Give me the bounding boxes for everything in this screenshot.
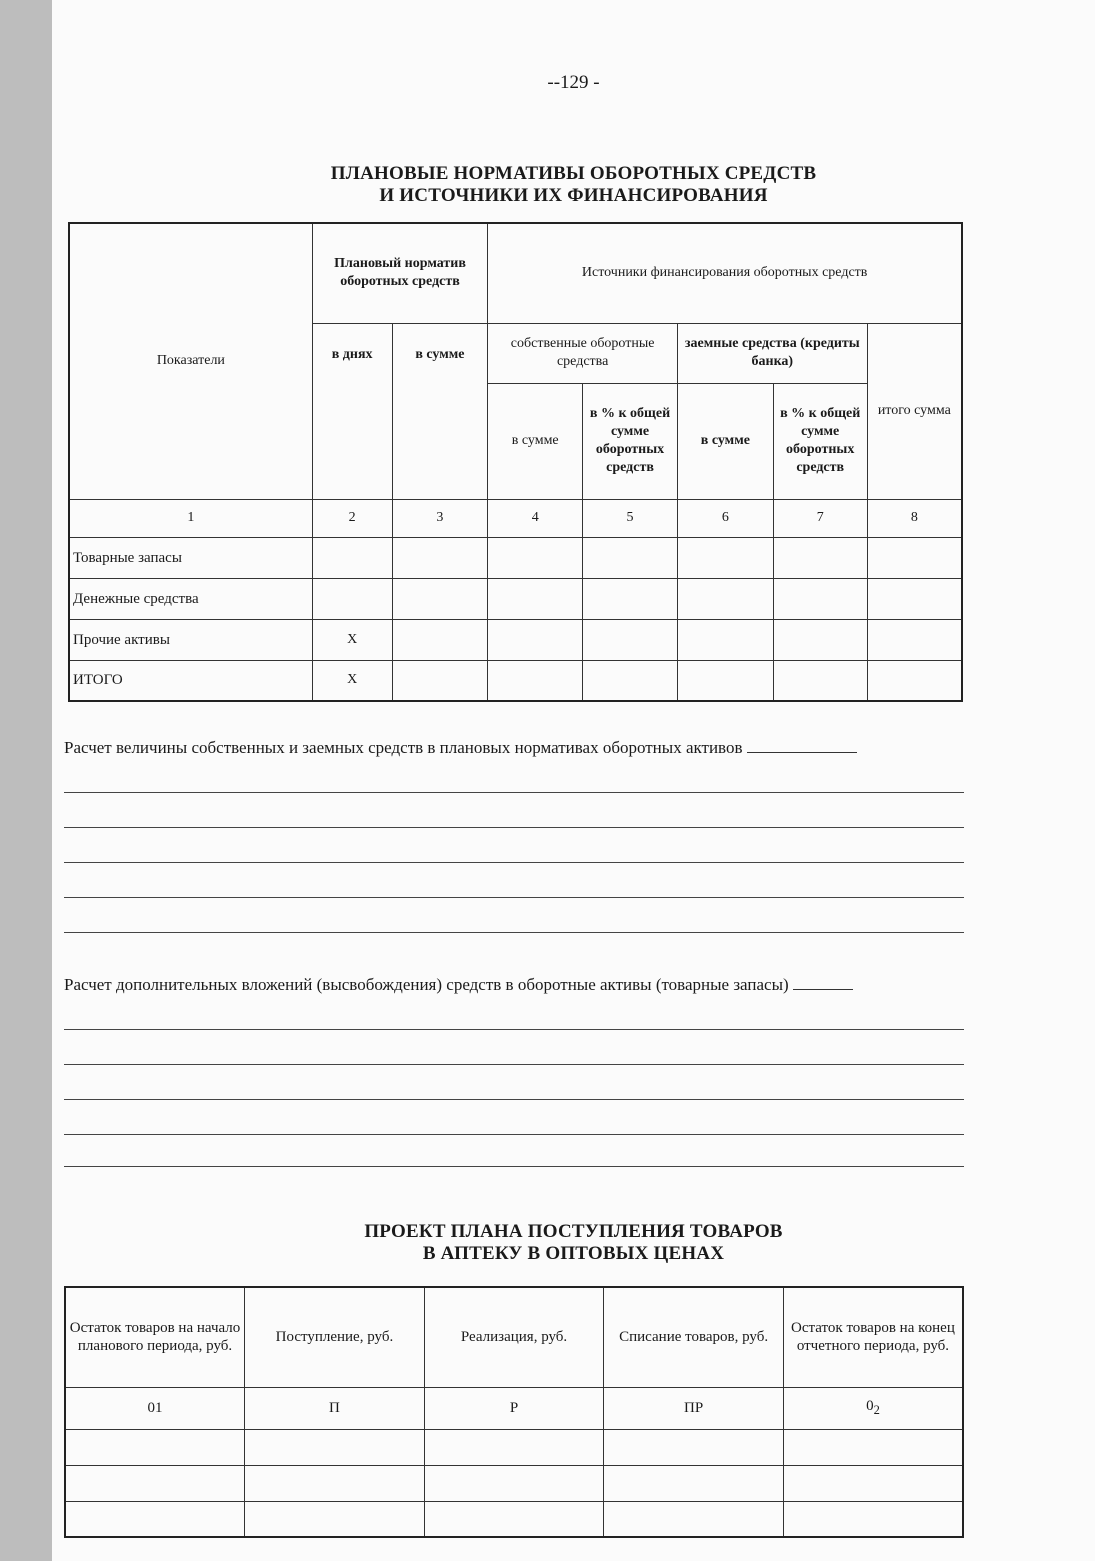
table-cell: [245, 1501, 425, 1537]
code-subscript: 2: [873, 1403, 880, 1417]
column-number: 8: [867, 499, 962, 537]
table-cell: [677, 537, 773, 578]
table-cell: [867, 578, 962, 619]
table-cell: [583, 660, 678, 701]
cell-days: [312, 578, 392, 619]
header-indicators: Показатели: [69, 223, 312, 499]
table-cell: [392, 660, 488, 701]
table-cell: [245, 1465, 425, 1501]
table-cell: [867, 537, 962, 578]
header-days: в днях: [312, 323, 392, 499]
header-opening-balance: Остаток товаров на начало планового периода, руб.: [65, 1287, 245, 1387]
column-number: 1: [69, 499, 312, 537]
header-own-sum: в сумме: [488, 383, 583, 499]
table-cell: [488, 578, 583, 619]
table-cell: [773, 578, 867, 619]
working-capital-norms-table: [68, 222, 963, 702]
code-cell: Р: [424, 1387, 604, 1429]
code-cell: 01: [65, 1387, 245, 1429]
table-row: [69, 619, 962, 660]
table-cell: [677, 578, 773, 619]
table-row-total: [69, 660, 962, 701]
section2-title-line2: В АПТЕКУ В ОПТОВЫХ ЦЕНАХ: [422, 1243, 725, 1264]
table-cell: [392, 619, 488, 660]
table-cell: [583, 537, 678, 578]
table-row: [65, 1501, 963, 1537]
table-cell: [604, 1465, 784, 1501]
header-closing-balance: Остаток товаров на конец отчетного периода, руб.: [783, 1287, 963, 1387]
table-cell: [867, 660, 962, 701]
header-plan-norm: Плановый норматив оборотных средств: [312, 223, 488, 323]
header-receipts: Поступление, руб.: [245, 1287, 425, 1387]
row-label: ИТОГО: [69, 660, 312, 701]
section1-title: [52, 163, 1095, 207]
table-row: [69, 578, 962, 619]
cell-days: Х: [312, 660, 392, 701]
table-cell: [604, 1501, 784, 1537]
table-cell: [488, 619, 583, 660]
table-cell: [65, 1465, 245, 1501]
table-cell: [424, 1429, 604, 1465]
table-cell: [783, 1501, 963, 1537]
calc-additional-investment-label: [64, 975, 853, 995]
fill-in-line: [64, 897, 964, 898]
table-cell: [488, 537, 583, 578]
table-cell: [783, 1429, 963, 1465]
column-number: 3: [392, 499, 488, 537]
header-own-percent: в % к общей сумме оборотных средств: [583, 383, 678, 499]
table-cell: [773, 537, 867, 578]
fill-in-line: [64, 932, 964, 933]
table-cell: [867, 619, 962, 660]
section1-title-line2: И ИСТОЧНИКИ ИХ ФИНАНСИРОВАНИЯ: [379, 185, 768, 206]
table-cell: [488, 660, 583, 701]
code-cell: П: [245, 1387, 425, 1429]
table-row: [65, 1465, 963, 1501]
table-cell: [424, 1501, 604, 1537]
table-cell: [783, 1465, 963, 1501]
fill-in-line: [64, 827, 964, 828]
column-number: 4: [488, 499, 583, 537]
table-row: [65, 1429, 963, 1465]
table-cell: [773, 660, 867, 701]
section1-title-line1: ПЛАНОВЫЕ НОРМАТИВЫ ОБОРОТНЫХ СРЕДСТВ: [330, 163, 817, 184]
scan-margin-strip: [0, 0, 52, 1561]
section2-title: [52, 1221, 1095, 1265]
fill-in-line: [64, 1029, 964, 1030]
table-cell: [424, 1465, 604, 1501]
fill-in-line: [747, 740, 857, 753]
page-number: --129 -: [547, 72, 600, 93]
fill-in-line: [64, 1099, 964, 1100]
fill-in-line: [64, 1134, 964, 1135]
header-own-funds: собственные оборотные средства: [488, 323, 678, 383]
header-row: [65, 1287, 963, 1387]
table-cell: [773, 619, 867, 660]
row-label: Товарные запасы: [69, 537, 312, 578]
table-cell: [604, 1429, 784, 1465]
column-numbers-row: [69, 499, 962, 537]
code-cell-closing: [783, 1387, 963, 1429]
code-text: 0: [866, 1398, 874, 1414]
column-number: 5: [583, 499, 678, 537]
header-borrowed-percent: в % к общей сумме оборотных средств: [773, 383, 867, 499]
header-funding-sources: Источники финансирования оборотных средств: [488, 223, 962, 323]
calc-own-borrowed-label: [64, 738, 857, 758]
column-number: 7: [773, 499, 867, 537]
table-cell: [392, 578, 488, 619]
cell-days: Х: [312, 619, 392, 660]
row-label: Денежные средства: [69, 578, 312, 619]
row-label: Прочие активы: [69, 619, 312, 660]
table-cell: [583, 578, 678, 619]
calc-additional-investment-text: Расчет дополнительных вложений (высвобождения) средств в оборотные активы (товарные запасы): [64, 975, 789, 994]
goods-receipt-plan-table: [64, 1286, 964, 1538]
header-borrowed-funds: заемные средства (кредиты банка): [677, 323, 867, 383]
header-sum: в сумме: [392, 323, 488, 499]
fill-in-line: [64, 862, 964, 863]
cell-days: [312, 537, 392, 578]
table-cell: [65, 1429, 245, 1465]
table-cell: [245, 1429, 425, 1465]
column-number: 6: [677, 499, 773, 537]
fill-in-line: [793, 977, 853, 990]
header-sales: Реализация, руб.: [424, 1287, 604, 1387]
header-borrowed-sum: в сумме: [677, 383, 773, 499]
code-cell: ПР: [604, 1387, 784, 1429]
table-cell: [583, 619, 678, 660]
document-page: [52, 0, 1095, 1561]
calc-own-borrowed-text: Расчет величины собственных и заемных средств в плановых нормативах оборотных активов: [64, 738, 743, 757]
fill-in-line: [64, 1166, 964, 1167]
table-cell: [65, 1501, 245, 1537]
section2-title-line1: ПРОЕКТ ПЛАНА ПОСТУПЛЕНИЯ ТОВАРОВ: [364, 1221, 783, 1242]
codes-row: [65, 1387, 963, 1429]
table-cell: [677, 660, 773, 701]
table-row: [69, 537, 962, 578]
fill-in-line: [64, 1064, 964, 1065]
fill-in-line: [64, 792, 964, 793]
table-cell: [677, 619, 773, 660]
header-total-sum: итого сумма: [867, 323, 962, 499]
header-write-offs: Списание товаров, руб.: [604, 1287, 784, 1387]
column-number: 2: [312, 499, 392, 537]
table-cell: [392, 537, 488, 578]
